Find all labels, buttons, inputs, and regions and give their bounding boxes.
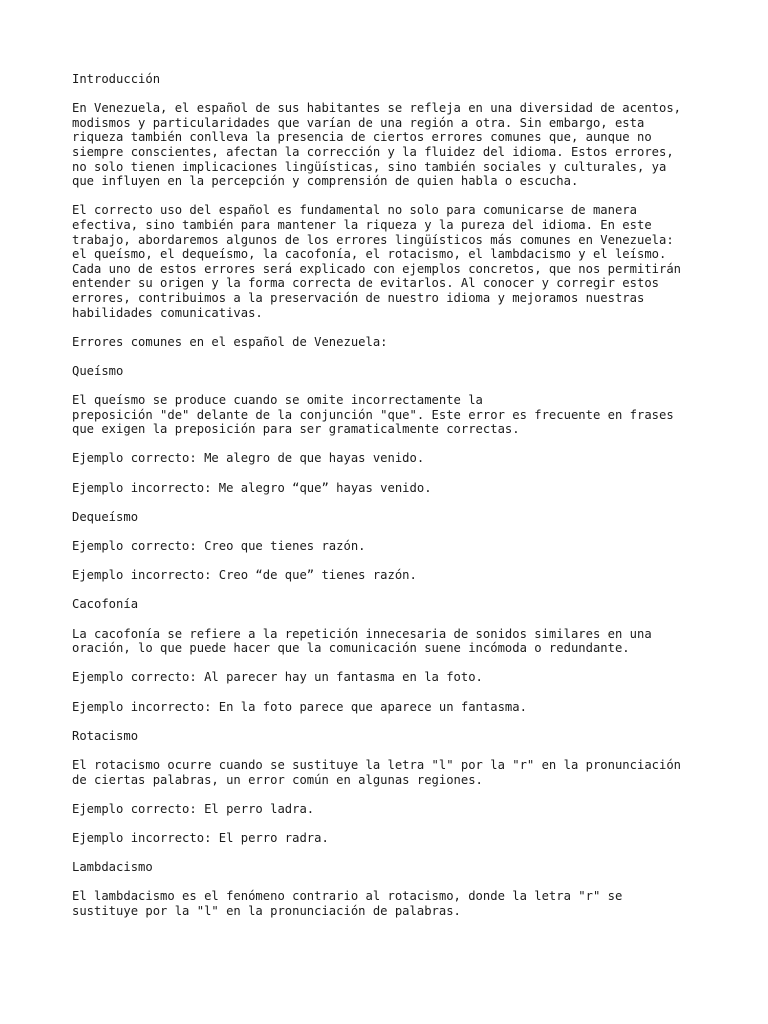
section-heading-dequeismo: Dequeísmo <box>72 509 139 524</box>
section-heading-errores: Errores comunes en el español de Venezuela: <box>72 334 388 349</box>
paragraph-queismo: El queísmo se produce cuando se omite incorrectamente la preposición "de" delante de la conjunción "que". Este error es frecuente en frases que exigen la preposición para ser gramaticalmente correctas. <box>72 393 674 437</box>
paragraph-intro-2: El correcto uso del español es fundamental no solo para comunicarse de manera efectiva, sino también para mantener la riqueza y la pureza del idioma. En este trabajo, abordaremos algunos de los errores lingüísticos más comunes en Venezuela: el queísmo, el dequeísmo, la cacofonía, el rotacismo, el lambdacismo y el leísmo. Cada uno de estos errores será explicado con ejemplos concretos, que nos permitirán entender su origen y la forma correcta de evitarlos. Al conocer y corregir estos errores, contribuimos a la preservación de nuestro idioma y mejoramos nuestras habilidades comunicativas. <box>72 203 682 320</box>
section-heading-lambdacismo: Lambdacismo <box>72 860 153 875</box>
example-rotacismo-incorrect: Ejemplo incorrecto: El perro radra. <box>72 830 329 845</box>
section-heading-cacofonia: Cacofonía <box>72 597 139 612</box>
example-dequeismo-correct: Ejemplo correcto: Creo que tienes razón. <box>72 539 366 553</box>
example-rotacismo-correct: Ejemplo correcto: El perro ladra. <box>72 801 315 816</box>
section-heading-introduccion: Introducción <box>72 72 161 86</box>
section-heading-queismo: Queísmo <box>72 363 124 378</box>
example-dequeismo-incorrect: Ejemplo incorrecto: Creo “de que” tienes razón. <box>72 568 417 583</box>
paragraph-cacofonia: La cacofonía se refiere a la repetición innecesaria de sonidos similares en una oración, lo que puede hacer que la comunicación suene incómoda o redundante. <box>72 626 652 656</box>
paragraph-intro-1: En Venezuela, el español de sus habitantes se refleja en una diversidad de acentos, modismos y particularidades que varían de una región a otra. Sin embargo, esta riqueza también conlleva la presencia de ciertos errores comunes que, aunque no siempre conscientes, afectan la corrección y la fluidez del idioma. Estos errores, no solo tienen implicaciones lingüísticas, sino también sociales y culturales, ya que influyen en la percepción y comprensión de quien habla o escucha. <box>72 101 682 189</box>
document-page <box>72 72 712 933</box>
example-queismo-correct: Ejemplo correcto: Me alegro de que hayas venido. <box>72 451 425 466</box>
paragraph-lambdacismo: El lambdacismo es el fenómeno contrario al rotacismo, donde la letra "r" se sustituye por la "l" en la pronunciación de palabras. <box>72 889 623 918</box>
paragraph-rotacismo: El rotacismo ocurre cuando se sustituye la letra "l" por la "r" en la pronunciación de ciertas palabras, un error común en algunas regiones. <box>72 757 682 787</box>
example-cacofonia-correct: Ejemplo correcto: Al parecer hay un fantasma en la foto. <box>72 670 483 685</box>
example-queismo-incorrect: Ejemplo incorrecto: Me alegro “que” hayas venido. <box>72 480 432 495</box>
example-cacofonia-incorrect: Ejemplo incorrecto: En la foto parece que aparece un fantasma. <box>72 699 527 714</box>
section-heading-rotacismo: Rotacismo <box>72 728 139 743</box>
